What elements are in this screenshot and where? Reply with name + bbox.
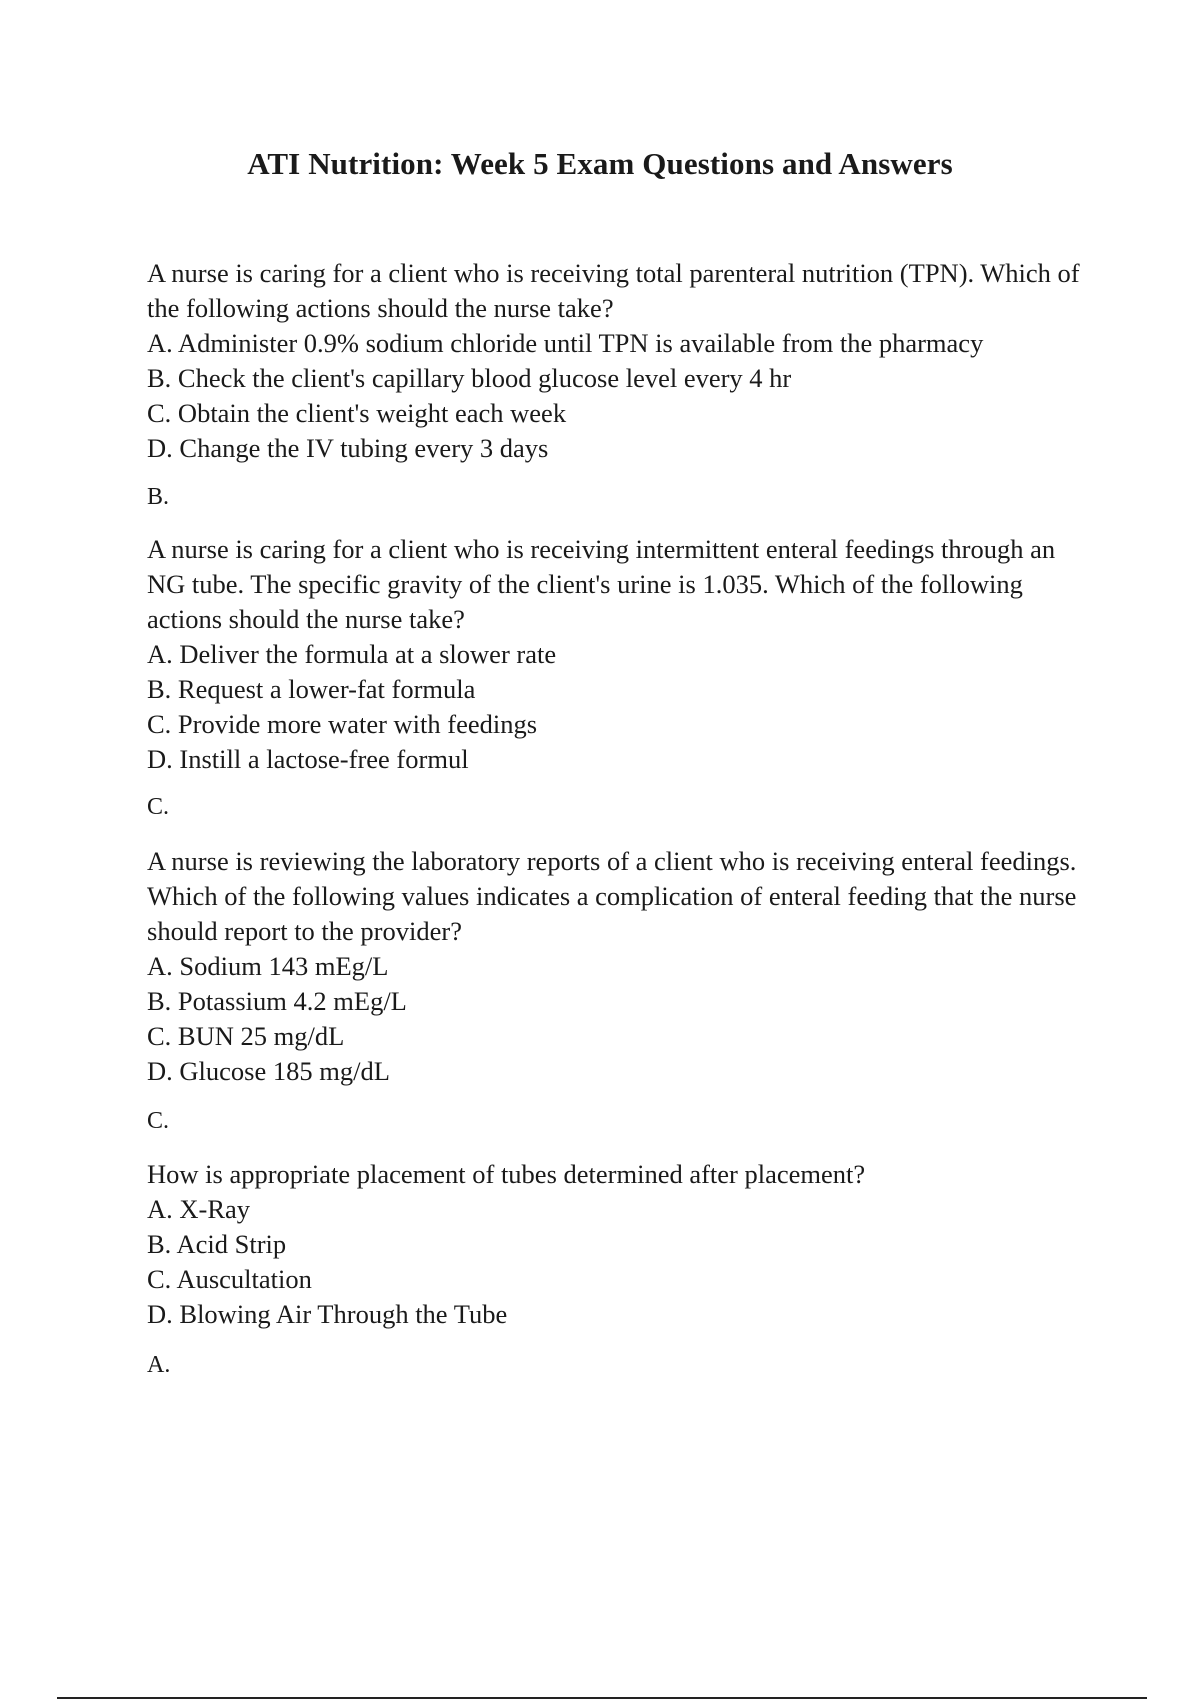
option-a: A. Administer 0.9% sodium chloride until TPN is available from the pharmacy bbox=[147, 328, 984, 358]
option-a: A. Deliver the formula at a slower rate bbox=[147, 639, 557, 669]
question-stem: A nurse is caring for a client who is receiving intermittent enteral feedings through an NG tube. The specific gravity of the client's urine is 1.035. Which of the following actions should the nurse take? bbox=[147, 534, 1056, 634]
option-a: A. X-Ray bbox=[147, 1194, 251, 1224]
answer-2: C. bbox=[147, 794, 170, 820]
option-c: C. Obtain the client's weight each week bbox=[147, 398, 567, 428]
option-d: D. Instill a lactose-free formul bbox=[147, 744, 469, 774]
question-3 bbox=[147, 844, 1097, 1089]
option-list bbox=[147, 326, 1097, 466]
question-stem: A nurse is caring for a client who is receiving total parenteral nutrition (TPN). Which of the following actions should the nurse take? bbox=[147, 258, 1080, 323]
question-stem: A nurse is reviewing the laboratory reports of a client who is receiving enteral feedings. Which of the following values indicates a complication of enteral feeding that the nurse should report to the provider? bbox=[147, 846, 1077, 946]
option-list bbox=[147, 637, 1097, 777]
option-c: C. Provide more water with feedings bbox=[147, 709, 538, 739]
option-list bbox=[147, 1192, 1097, 1332]
option-b: B. Request a lower-fat formula bbox=[147, 674, 476, 704]
document-title: ATI Nutrition: Week 5 Exam Questions and Answers bbox=[247, 146, 953, 181]
option-d: D. Blowing Air Through the Tube bbox=[147, 1299, 508, 1329]
footer-divider bbox=[57, 1697, 1147, 1699]
question-stem: How is appropriate placement of tubes determined after placement? bbox=[147, 1159, 866, 1189]
answer-1: B. bbox=[147, 484, 170, 510]
option-d: D. Glucose 185 mg/dL bbox=[147, 1056, 390, 1086]
option-b: B. Acid Strip bbox=[147, 1229, 287, 1259]
answer-4: A. bbox=[147, 1352, 171, 1378]
option-list bbox=[147, 949, 1097, 1089]
option-c: C. BUN 25 mg/dL bbox=[147, 1021, 345, 1051]
option-b: B. Potassium 4.2 mEg/L bbox=[147, 986, 407, 1016]
option-d: D. Change the IV tubing every 3 days bbox=[147, 433, 549, 463]
question-1 bbox=[147, 256, 1097, 466]
option-c: C. Auscultation bbox=[147, 1264, 312, 1294]
question-2 bbox=[147, 532, 1097, 777]
question-4 bbox=[147, 1157, 1097, 1332]
answer-3: C. bbox=[147, 1108, 170, 1134]
option-a: A. Sodium 143 mEg/L bbox=[147, 951, 389, 981]
option-b: B. Check the client's capillary blood glucose level every 4 hr bbox=[147, 363, 792, 393]
